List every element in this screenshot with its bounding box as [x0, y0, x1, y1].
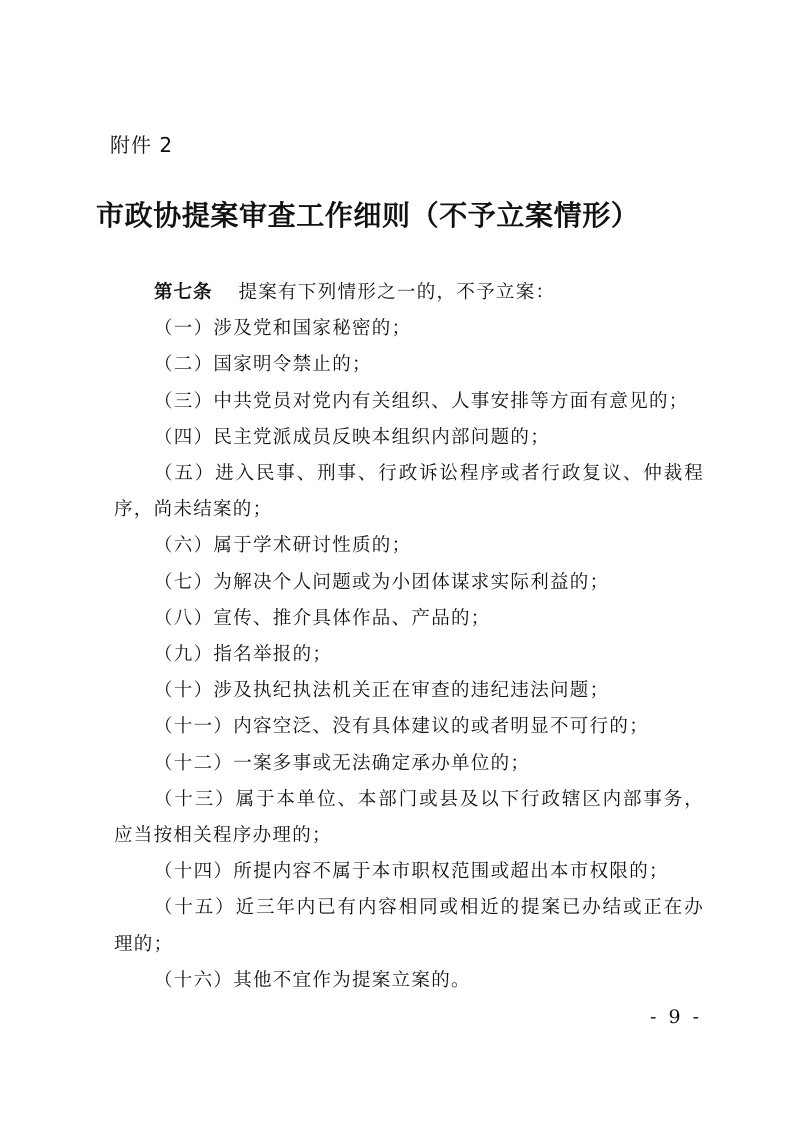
list-item: （十五）近三年内已有内容相同或相近的提案已办结或正在办理的； [114, 897, 704, 955]
document-title: 市政协提案审查工作细则（不予立案情形） [96, 199, 640, 232]
list-item: （十三）属于本单位、本部门或县及以下行政辖区内部事务，应当按相关程序办理的； [114, 788, 704, 847]
document-body [114, 275, 704, 999]
list-item: （六）属于学术研讨性质的； [154, 535, 412, 557]
list-item: （一）涉及党和国家秘密的； [154, 318, 412, 340]
list-item: （十二）一案多事或无法确定承办单位的； [154, 752, 531, 774]
attachment-label: 附件 2 [110, 133, 174, 157]
article-paragraph [114, 275, 704, 311]
list-item: （十）涉及执纪执法机关正在审查的违纪违法问题； [154, 680, 610, 702]
article-intro: 提案有下列情形之一的，不予立案： [238, 282, 556, 303]
list-item: （八）宣传、推介具体作品、产品的； [154, 607, 491, 629]
list-item: （三）中共党员对党内有关组织、人事安排等方面有意见的； [154, 390, 689, 412]
list-item: （七）为解决个人问题或为小团体谋求实际利益的； [154, 571, 610, 593]
list-item: （十一）内容空泛、没有具体建议的或者明显不可行的； [154, 716, 650, 738]
article-number: 第七条 [154, 282, 213, 303]
list-item: （四）民主党派成员反映本组织内部问题的； [154, 426, 551, 448]
list-item: （二）国家明令禁止的； [154, 354, 372, 376]
list-item: （九）指名举报的； [154, 644, 333, 666]
list-item: （十六）其他不宜作为提案立案的。 [154, 969, 471, 991]
page-number: - 9 - [649, 1006, 702, 1028]
list-item: （十四）所提内容不属于本市职权范围或超出本市权限的； [154, 861, 669, 883]
list-item: （五）进入民事、刑事、行政诉讼程序或者行政复议、仲裁程序，尚未结案的； [114, 463, 704, 521]
